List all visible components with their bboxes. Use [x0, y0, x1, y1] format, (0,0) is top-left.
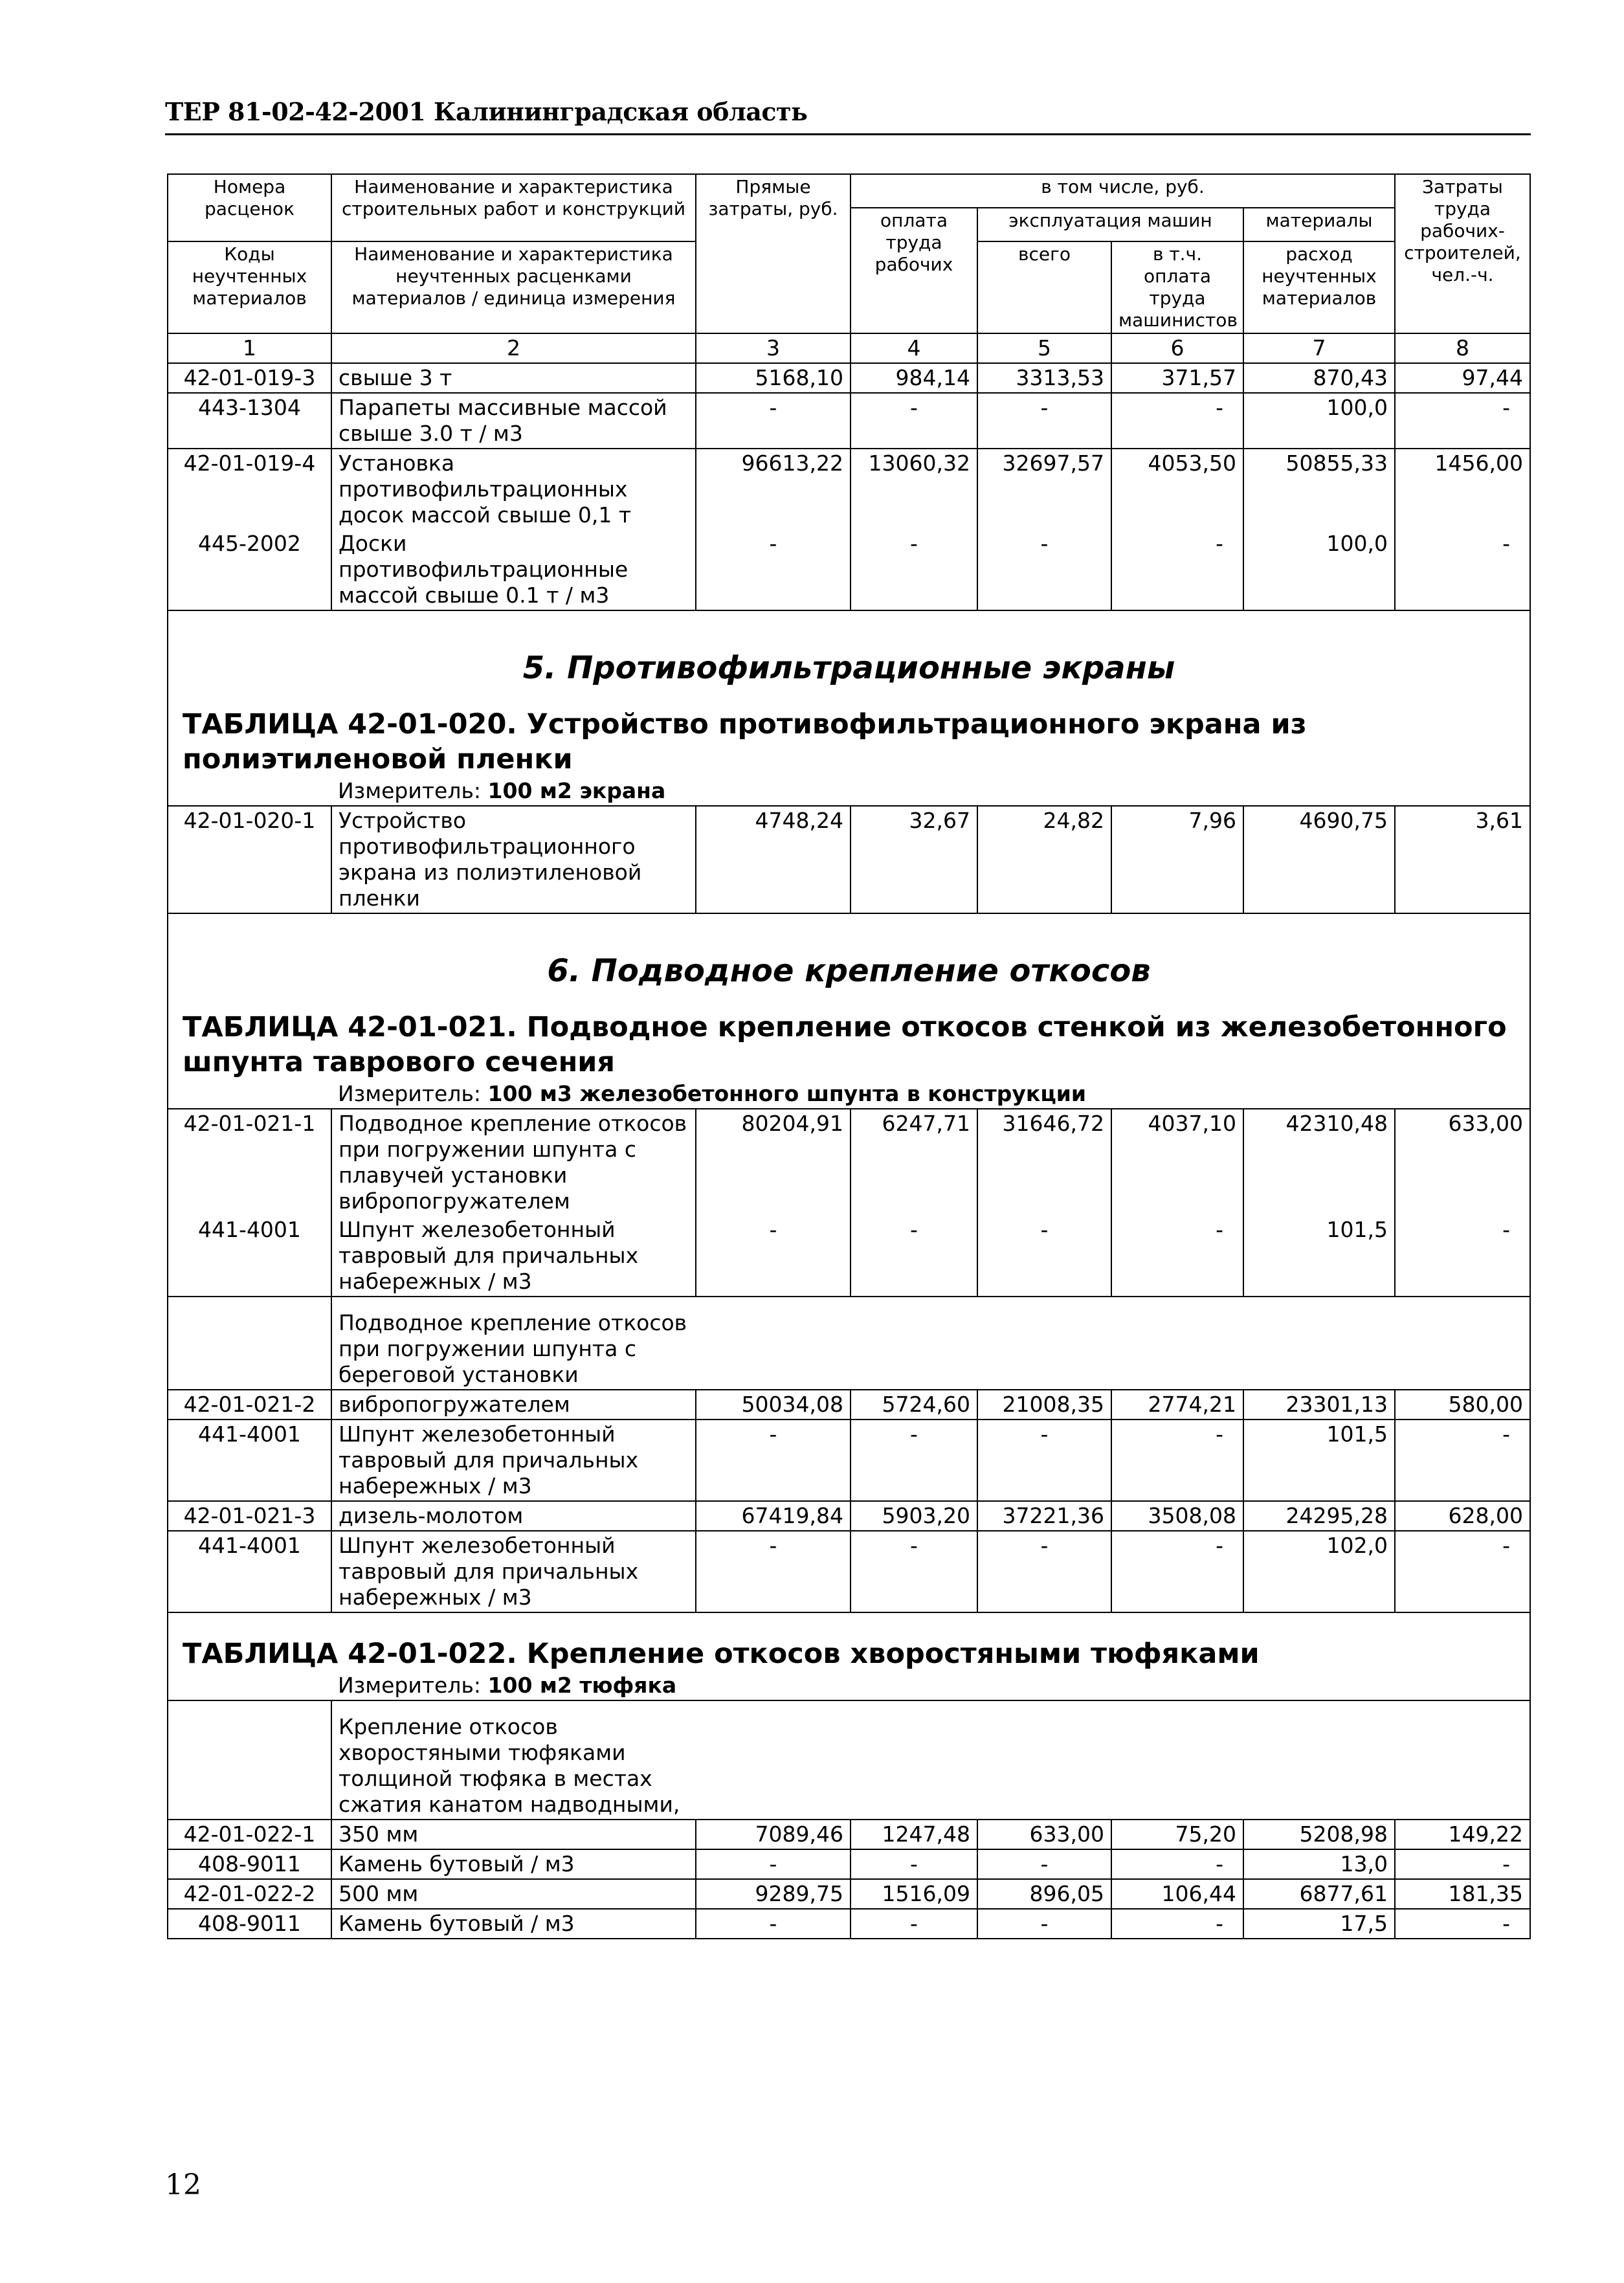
worker-hours: 181,35	[1395, 1879, 1530, 1909]
header-codes-unaccounted: Коды неучтенных материалов	[168, 241, 331, 333]
labor-pay: -	[851, 1849, 977, 1879]
worker-hours: 149,22	[1395, 1820, 1530, 1849]
worker-hours: -	[1395, 1531, 1530, 1612]
table-header	[168, 174, 1530, 363]
materials: 100,0	[1243, 529, 1395, 610]
machines-labor: -	[1111, 529, 1243, 610]
material-name: Шпунт железобетонный тавровый для причальных набережных / м3	[331, 1420, 696, 1501]
header-machines: эксплуатация машин	[977, 208, 1243, 241]
direct-cost: -	[696, 1531, 851, 1612]
page-number: 12	[165, 2168, 201, 2201]
table-heading: ТАБЛИЦА 42-01-020. Устройство противофильтрационного экрана из полиэтиленовой пленки	[183, 708, 1307, 775]
meter-label: Измеритель:	[338, 778, 482, 803]
meter-label: Измеритель:	[338, 1673, 482, 1698]
rate-code: 42-01-022-2	[168, 1879, 331, 1909]
worker-hours: 97,44	[1395, 363, 1530, 393]
material-code: 445-2002	[168, 529, 331, 610]
machines-labor: -	[1111, 1531, 1243, 1612]
labor-pay: -	[851, 1420, 977, 1501]
header-materials: материалы	[1243, 208, 1395, 241]
table-row	[168, 1216, 1530, 1297]
machines-labor: 371,57	[1111, 363, 1243, 393]
work-name: свыше 3 т	[331, 363, 696, 393]
col-number: 8	[1395, 333, 1530, 363]
col-number: 6	[1111, 333, 1243, 363]
worker-hours: -	[1395, 1849, 1530, 1879]
machines-labor: 3508,08	[1111, 1501, 1243, 1531]
labor-pay: 1516,09	[851, 1879, 977, 1909]
material-name: Камень бутовый / м3	[331, 1849, 696, 1879]
table-row	[168, 1820, 1530, 1849]
machines-labor: 75,20	[1111, 1820, 1243, 1849]
header-labor-pay: оплата труда рабочих	[851, 208, 977, 333]
machines-total: 3313,53	[977, 363, 1111, 393]
work-name: Устройство противофильтрационного экрана из полиэтиленовой пленки	[331, 806, 696, 913]
machines-labor: -	[1111, 1216, 1243, 1297]
direct-cost: -	[696, 1420, 851, 1501]
materials: 6877,61	[1243, 1879, 1395, 1909]
labor-pay: 5724,60	[851, 1390, 977, 1420]
labor-pay: 6247,71	[851, 1109, 977, 1216]
work-name: вибропогружателем	[331, 1390, 696, 1420]
table-row	[168, 1849, 1530, 1879]
machines-total: 21008,35	[977, 1390, 1111, 1420]
rate-code: 42-01-019-4	[168, 449, 331, 529]
direct-cost: 96613,22	[696, 449, 851, 529]
rate-code: 42-01-022-1	[168, 1820, 331, 1849]
machines-total: 37221,36	[977, 1501, 1111, 1531]
machines-labor: 2774,21	[1111, 1390, 1243, 1420]
worker-hours: -	[1395, 1909, 1530, 1939]
materials: 4690,75	[1243, 806, 1395, 913]
section-row	[168, 1612, 1530, 1671]
header-name-materials: Наименование и характеристика неучтенных расценками материалов / единица измерения	[331, 241, 696, 333]
machines-total: -	[977, 393, 1111, 449]
materials: 101,5	[1243, 1216, 1395, 1297]
header-machines-labor: в т.ч. оплата труда машинистов	[1111, 241, 1243, 333]
material-name: Парапеты массивные массой свыше 3.0 т / м3	[331, 393, 696, 449]
materials: 42310,48	[1243, 1109, 1395, 1216]
work-name: дизель-молотом	[331, 1501, 696, 1531]
materials: 101,5	[1243, 1420, 1395, 1501]
materials: 23301,13	[1243, 1390, 1395, 1420]
machines-total: 633,00	[977, 1820, 1111, 1849]
worker-hours: -	[1395, 393, 1530, 449]
table-row	[168, 806, 1530, 913]
meter-value: 100 м3 железобетонного шпунта в конструкции	[487, 1081, 1087, 1106]
col-number: 3	[696, 333, 851, 363]
rate-code: 42-01-021-3	[168, 1501, 331, 1531]
materials: 870,43	[1243, 363, 1395, 393]
col-number: 5	[977, 333, 1111, 363]
rate-code: 42-01-020-1	[168, 806, 331, 913]
header-name: Наименование и характеристика строительных работ и конструкций	[331, 174, 696, 241]
price-table	[167, 173, 1531, 1939]
labor-pay: -	[851, 529, 977, 610]
materials: 24295,28	[1243, 1501, 1395, 1531]
labor-pay: 32,67	[851, 806, 977, 913]
worker-hours: 1456,00	[1395, 449, 1530, 529]
direct-cost: 7089,46	[696, 1820, 851, 1849]
work-name: Установка противофильтрационных досок массой свыше 0,1 т	[331, 449, 696, 529]
machines-total: 31646,72	[977, 1109, 1111, 1216]
table-row	[168, 529, 1530, 610]
table-row	[168, 1501, 1530, 1531]
header-workers: Затраты труда рабочих-строителей, чел.-ч.	[1395, 174, 1530, 333]
machines-labor: 4053,50	[1111, 449, 1243, 529]
direct-cost: 50034,08	[696, 1390, 851, 1420]
labor-pay: -	[851, 1909, 977, 1939]
title-rule	[165, 133, 1531, 135]
direct-cost: -	[696, 1909, 851, 1939]
direct-cost: -	[696, 1849, 851, 1879]
machines-labor: 7,96	[1111, 806, 1243, 913]
section-row	[168, 610, 1530, 777]
table-row	[168, 1420, 1530, 1501]
table-row	[168, 1879, 1530, 1909]
col-number: 7	[1243, 333, 1395, 363]
machines-labor: 106,44	[1111, 1879, 1243, 1909]
materials: 5208,98	[1243, 1820, 1395, 1849]
table-row	[168, 1390, 1530, 1420]
section-heading: 5. Противофильтрационные экраны	[522, 650, 1175, 686]
table-row	[168, 1109, 1530, 1216]
worker-hours: -	[1395, 1420, 1530, 1501]
material-code: 441-4001	[168, 1420, 331, 1501]
document-title: ТЕР 81-02-42-2001 Калининградская область	[165, 97, 808, 126]
table-heading: ТАБЛИЦА 42-01-021. Подводное крепление откосов стенкой из железобетонного шпунта таврового сечения	[183, 1011, 1507, 1078]
materials: 102,0	[1243, 1531, 1395, 1612]
materials: 100,0	[1243, 393, 1395, 449]
worker-hours: -	[1395, 529, 1530, 610]
header-direct: Прямые затраты, руб.	[696, 174, 851, 333]
header-materials-sub: расход неучтенных материалов	[1243, 241, 1395, 333]
materials: 17,5	[1243, 1909, 1395, 1939]
header-incl: в том числе, руб.	[851, 174, 1395, 208]
rate-code: 42-01-019-3	[168, 363, 331, 393]
meter-label: Измеритель:	[338, 1081, 482, 1106]
machines-labor: -	[1111, 1909, 1243, 1939]
machines-total: -	[977, 529, 1111, 610]
table-body	[168, 363, 1530, 1939]
table-row	[168, 1909, 1530, 1939]
material-name: Шпунт железобетонный тавровый для причальных набережных / м3	[331, 1531, 696, 1612]
meter-line	[168, 1671, 1529, 1700]
group-row	[168, 1700, 1530, 1820]
material-code: 408-9011	[168, 1909, 331, 1939]
material-name: Шпунт железобетонный тавровый для причальных набережных / м3	[331, 1216, 696, 1297]
group-row	[168, 1297, 1530, 1390]
col-number: 1	[168, 333, 331, 363]
direct-cost: -	[696, 393, 851, 449]
machines-total: 24,82	[977, 806, 1111, 913]
machines-total: -	[977, 1216, 1111, 1297]
machines-total: -	[977, 1531, 1111, 1612]
machines-labor: -	[1111, 393, 1243, 449]
machines-total: 896,05	[977, 1879, 1111, 1909]
work-name: 350 мм	[331, 1820, 696, 1849]
machines-total: 32697,57	[977, 449, 1111, 529]
machines-labor: 4037,10	[1111, 1109, 1243, 1216]
col-number: 4	[851, 333, 977, 363]
header-machines-total: всего	[977, 241, 1111, 333]
table-row	[168, 449, 1530, 529]
worker-hours: 3,61	[1395, 806, 1530, 913]
machines-labor: -	[1111, 1849, 1243, 1879]
table-heading: ТАБЛИЦА 42-01-022. Крепление откосов хворостяными тюфяками	[183, 1638, 1260, 1670]
section-heading: 6. Подводное крепление откосов	[547, 953, 1151, 989]
work-name: 500 мм	[331, 1879, 696, 1909]
meter-line	[168, 777, 1529, 805]
machines-total: -	[977, 1849, 1111, 1879]
material-code: 408-9011	[168, 1849, 331, 1879]
rate-code: 42-01-021-2	[168, 1390, 331, 1420]
material-code: 441-4001	[168, 1216, 331, 1297]
meter-row	[168, 1080, 1530, 1109]
material-code: 441-4001	[168, 1531, 331, 1612]
material-name: Камень бутовый / м3	[331, 1909, 696, 1939]
meter-row	[168, 777, 1530, 806]
direct-cost: 67419,84	[696, 1501, 851, 1531]
direct-cost: -	[696, 529, 851, 610]
labor-pay: -	[851, 1216, 977, 1297]
labor-pay: 13060,32	[851, 449, 977, 529]
worker-hours: 628,00	[1395, 1501, 1530, 1531]
meter-value: 100 м2 тюфяка	[487, 1673, 677, 1698]
table-row	[168, 1531, 1530, 1612]
table-row	[168, 393, 1530, 449]
material-code: 443-1304	[168, 393, 331, 449]
meter-line	[168, 1080, 1529, 1108]
direct-cost: 9289,75	[696, 1879, 851, 1909]
direct-cost: -	[696, 1216, 851, 1297]
group-text: Крепление откосов хворостяными тюфяками толщиной тюфяка в местах сжатия канатом надводными,	[339, 1714, 680, 1817]
materials: 13,0	[1243, 1849, 1395, 1879]
rate-code: 42-01-021-1	[168, 1109, 331, 1216]
materials: 50855,33	[1243, 449, 1395, 529]
worker-hours: -	[1395, 1216, 1530, 1297]
direct-cost: 5168,10	[696, 363, 851, 393]
labor-pay: -	[851, 1531, 977, 1612]
machines-total: -	[977, 1909, 1111, 1939]
col-number: 2	[331, 333, 696, 363]
material-name: Доски противофильтрационные массой свыше 0.1 т / м3	[331, 529, 696, 610]
table-row	[168, 363, 1530, 393]
labor-pay: 1247,48	[851, 1820, 977, 1849]
direct-cost: 4748,24	[696, 806, 851, 913]
work-name: Подводное крепление откосов при погружении шпунта с плавучей установки вибропогружателем	[331, 1109, 696, 1216]
section-row	[168, 913, 1530, 1080]
machines-total: -	[977, 1420, 1111, 1501]
group-text: Подводное крепление откосов при погружении шпунта с береговой установки	[339, 1310, 687, 1387]
direct-cost: 80204,91	[696, 1109, 851, 1216]
labor-pay: 5903,20	[851, 1501, 977, 1531]
worker-hours: 580,00	[1395, 1390, 1530, 1420]
worker-hours: 633,00	[1395, 1109, 1530, 1216]
header-codes: Номера расценок	[168, 174, 331, 241]
meter-row	[168, 1671, 1530, 1700]
meter-value: 100 м2 экрана	[487, 778, 666, 803]
labor-pay: 984,14	[851, 363, 977, 393]
labor-pay: -	[851, 393, 977, 449]
machines-labor: -	[1111, 1420, 1243, 1501]
